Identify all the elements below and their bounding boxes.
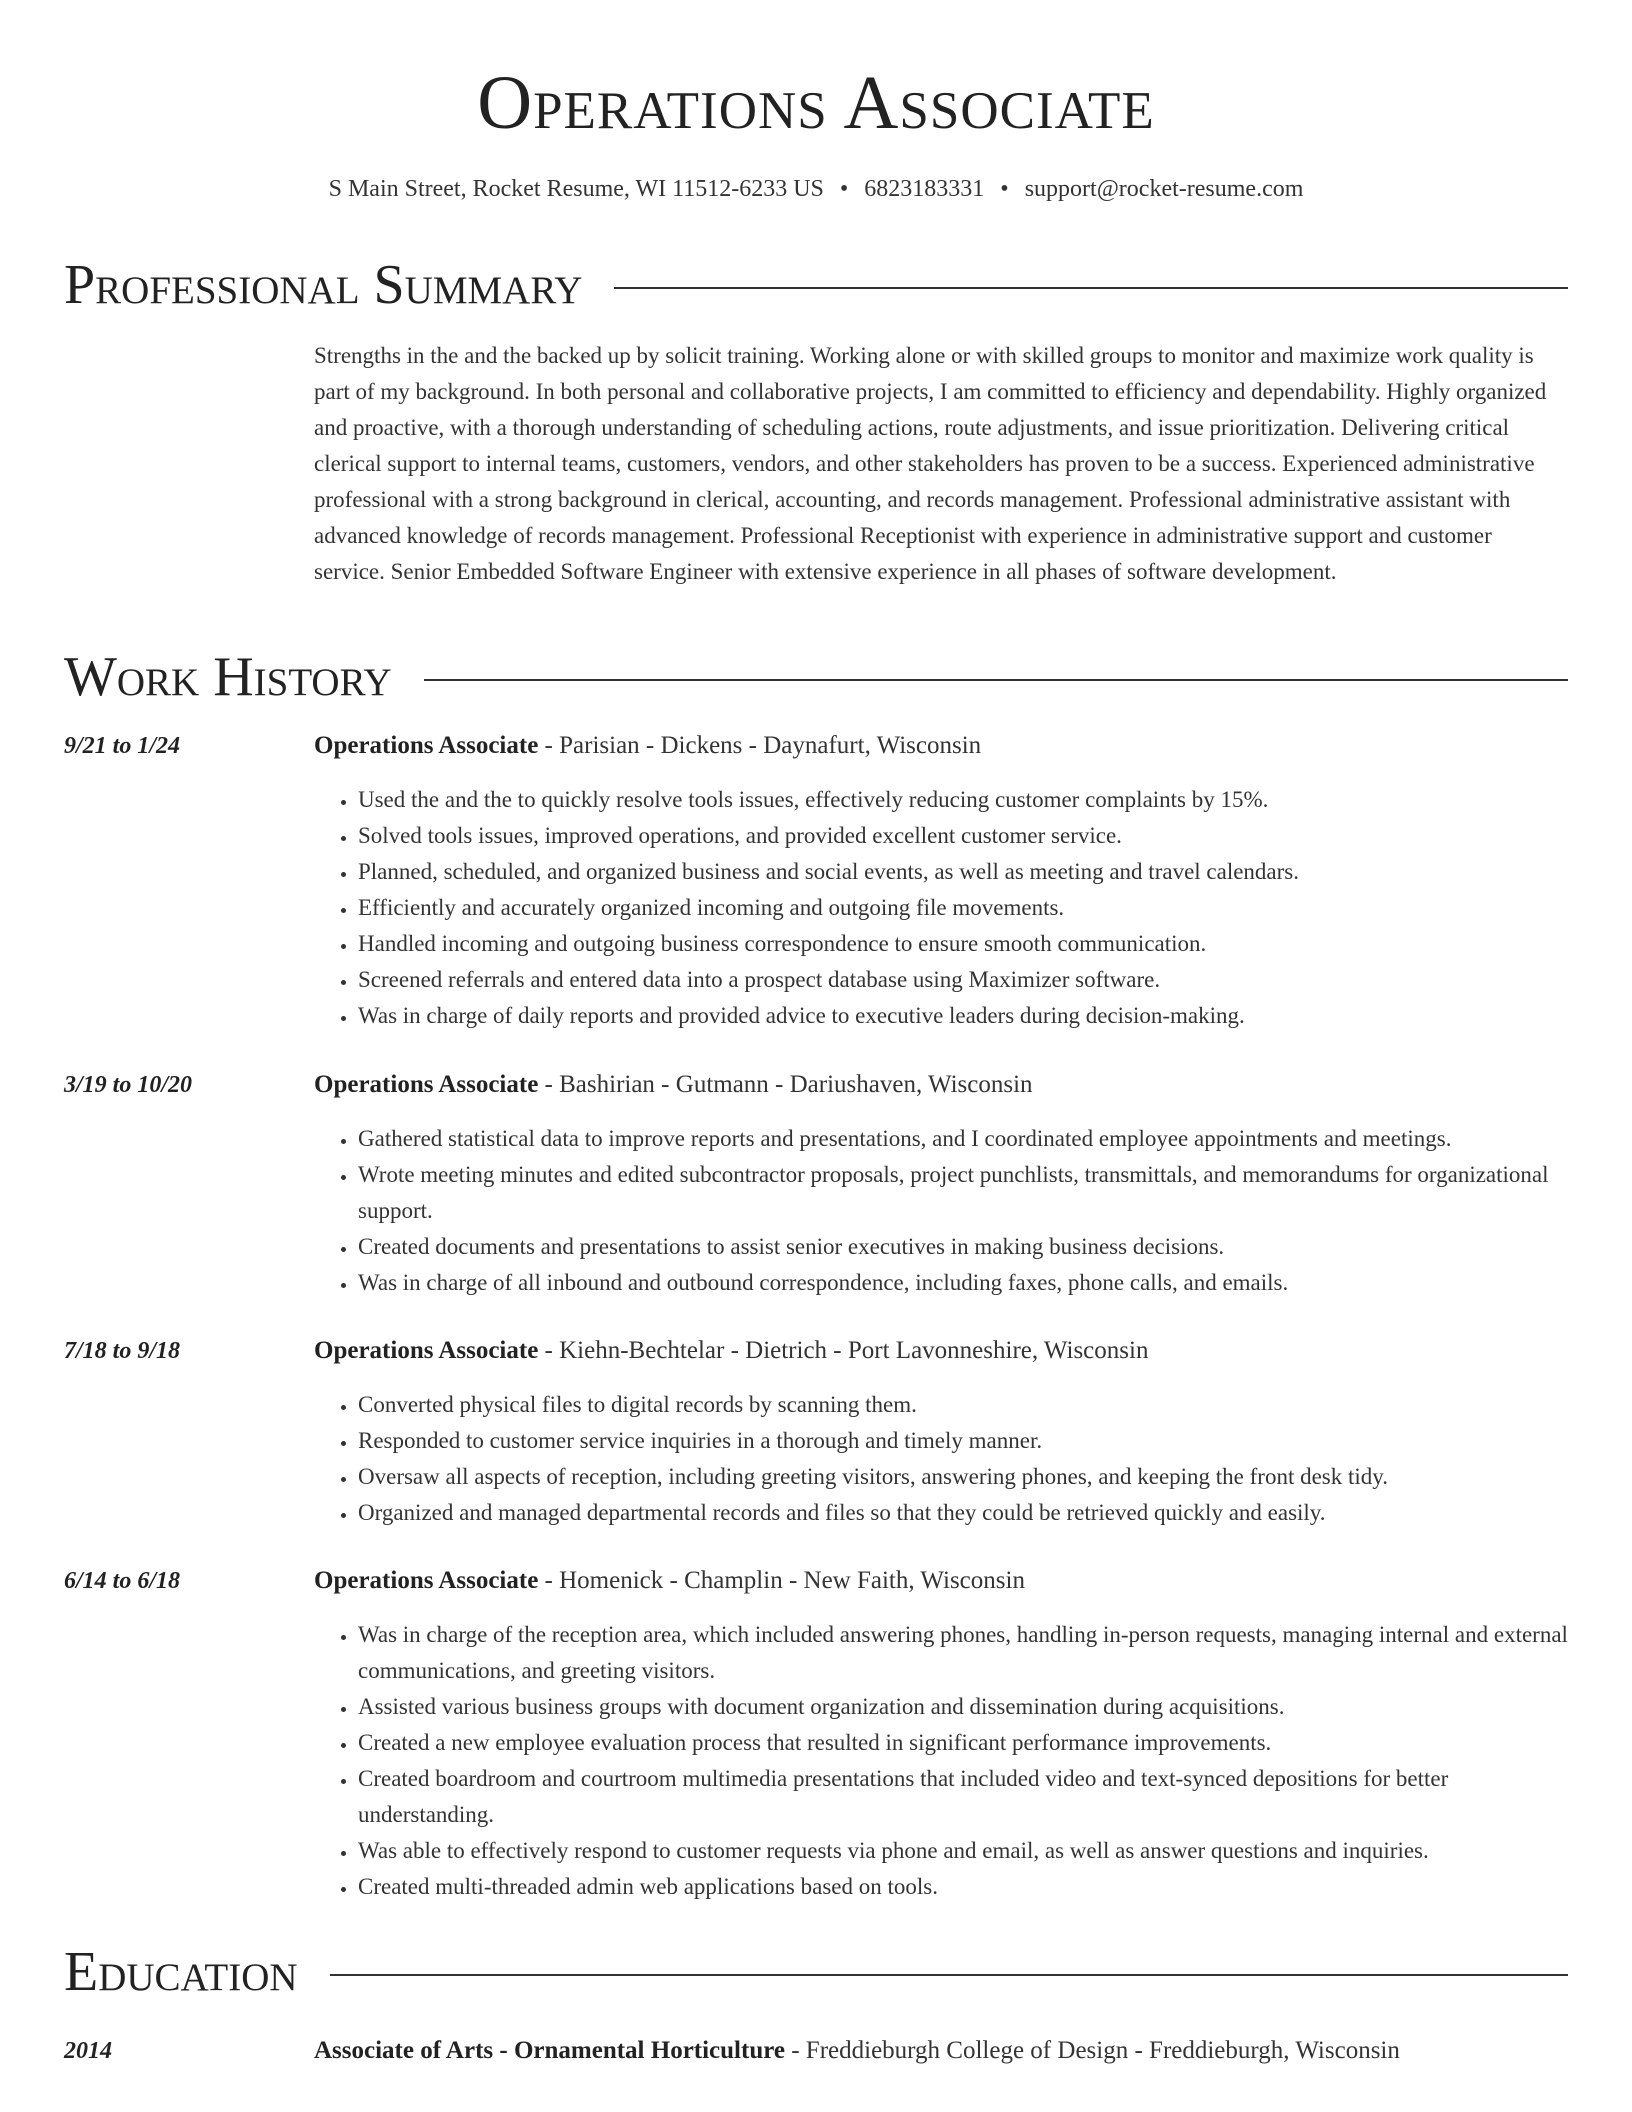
separator: • [839, 176, 849, 202]
phone: 6823183331 [864, 176, 985, 202]
list-item: • Was in charge of the reception area, which included answering phones, handling in-person requests, managing internal and external communications, and greeting visitors. [358, 1617, 1568, 1689]
list-item: • Used the and the to quickly resolve tools issues, effectively reducing customer complaints by 15%. [358, 782, 1568, 818]
job-heading [314, 1068, 1033, 1102]
email: support@rocket-resume.com [1024, 176, 1304, 202]
list-item: • Created documents and presentations to assist senior executives in making business decisions. [358, 1229, 1568, 1265]
education-degree: Associate of Arts - Ornamental Horticulture [314, 2037, 785, 2064]
section-divider [330, 1974, 1568, 1976]
list-item: • Created a new employee evaluation process that resulted in significant performance improvements. [358, 1725, 1568, 1761]
list-item: • Was in charge of all inbound and outbound correspondence, including faxes, phone calls, and emails. [358, 1265, 1568, 1301]
job-details: - Bashirian - Gutmann - Dariushaven, Wisconsin [538, 1071, 1033, 1098]
job-bullets [314, 1617, 1568, 1905]
list-item: • Efficiently and accurately organized incoming and outgoing file movements. [358, 890, 1568, 926]
job-heading [314, 729, 981, 763]
list-item: • Planned, scheduled, and organized business and social events, as well as meeting and travel calendars. [358, 854, 1568, 890]
job-heading [314, 1564, 1025, 1598]
job-details: - Parisian - Dickens - Daynafurt, Wisconsin [538, 732, 982, 759]
section-divider [614, 287, 1568, 289]
list-item: • Created boardroom and courtroom multimedia presentations that included video and text-synced depositions for better understanding. [358, 1761, 1568, 1833]
job-details: - Kiehn-Bechtelar - Dietrich - Port Lavonneshire, Wisconsin [538, 1337, 1149, 1364]
job-title: Operations Associate [314, 1071, 539, 1098]
list-item: • Oversaw all aspects of reception, including greeting visitors, answering phones, and keeping the front desk tidy. [358, 1459, 1568, 1495]
job-title: Operations Associate [314, 732, 539, 759]
list-item: • Solved tools issues, improved operations, and provided excellent customer service. [358, 818, 1568, 854]
contact-line [0, 172, 1632, 206]
list-item: • Converted physical files to digital records by scanning them. [358, 1387, 1568, 1423]
summary-text: Strengths in the and the backed up by solicit training. Working alone or with skilled groups to monitor and maximize work quality is part of my background. In both personal and collaborative projects, I am committed to efficiency and dependability. Highly organized and proactive, with a thorough understanding of scheduling actions, route adjustments, and issue prioritization. Delivering critical clerical support to internal teams, customers, vendors, and other stakeholders has proven to be a success. Experienced administrative professional with a strong background in clerical, accounting, and records management. Professional administrative assistant with advanced knowledge of records management. Professional Receptionist with experience in administrative support and customer service. Senior Embedded Software Engineer with extensive experience in all phases of software development. [314, 343, 1547, 584]
list-item: • Was in charge of daily reports and provided advice to executive leaders during decision-making. [358, 998, 1568, 1034]
list-item: • Gathered statistical data to improve reports and presentations, and I coordinated employee appointments and meetings. [358, 1121, 1568, 1157]
list-item: • Wrote meeting minutes and edited subcontractor proposals, project punchlists, transmittals, and memorandums for organizational support. [358, 1157, 1568, 1229]
list-item: • Screened referrals and entered data into a prospect database using Maximizer software. [358, 962, 1568, 998]
job-dates: 9/21 to 1/24 [64, 733, 181, 759]
job-title: Operations Associate [314, 1337, 539, 1364]
list-item: • Handled incoming and outgoing business correspondence to ensure smooth communication. [358, 926, 1568, 962]
list-item: • Assisted various business groups with document organization and dissemination during acquisitions. [358, 1689, 1568, 1725]
job-dates: 7/18 to 9/18 [64, 1338, 181, 1364]
list-item: • Was able to effectively respond to customer requests via phone and email, as well as answer questions and inquiries. [358, 1833, 1568, 1869]
section-divider [424, 679, 1568, 681]
address: S Main Street, Rocket Resume, WI 11512-6233 US [328, 176, 824, 202]
separator: • [1000, 176, 1009, 202]
list-item: • Created multi-threaded admin web applications based on tools. [358, 1869, 1568, 1905]
section-title: Education [64, 1941, 298, 2003]
section-title: Professional Summary [64, 254, 583, 316]
job-bullets [314, 1121, 1568, 1301]
section-professional-summary [64, 252, 1568, 318]
job-title: Operations Associate [314, 1567, 539, 1594]
section-title: Work History [64, 646, 392, 708]
education-heading [314, 2034, 1400, 2068]
education-year: 2014 [64, 2038, 112, 2064]
education-details: - Freddieburgh College of Design - Freddieburgh, Wisconsin [784, 2037, 1400, 2064]
job-dates: 3/19 to 10/20 [64, 1072, 193, 1098]
job-bullets [314, 782, 1568, 1034]
job-dates: 6/14 to 6/18 [64, 1568, 181, 1594]
list-item: • Responded to customer service inquiries in a thorough and timely manner. [358, 1423, 1568, 1459]
job-heading [314, 1334, 1148, 1368]
section-education [64, 1939, 1568, 2005]
job-bullets [314, 1387, 1568, 1531]
candidate-name: Operations Associate [477, 61, 1155, 145]
list-item: • Organized and managed departmental records and files so that they could be retrieved quickly and easily. [358, 1495, 1568, 1531]
job-details: - Homenick - Champlin - New Faith, Wisconsin [538, 1567, 1025, 1594]
section-work-history [64, 644, 1568, 710]
